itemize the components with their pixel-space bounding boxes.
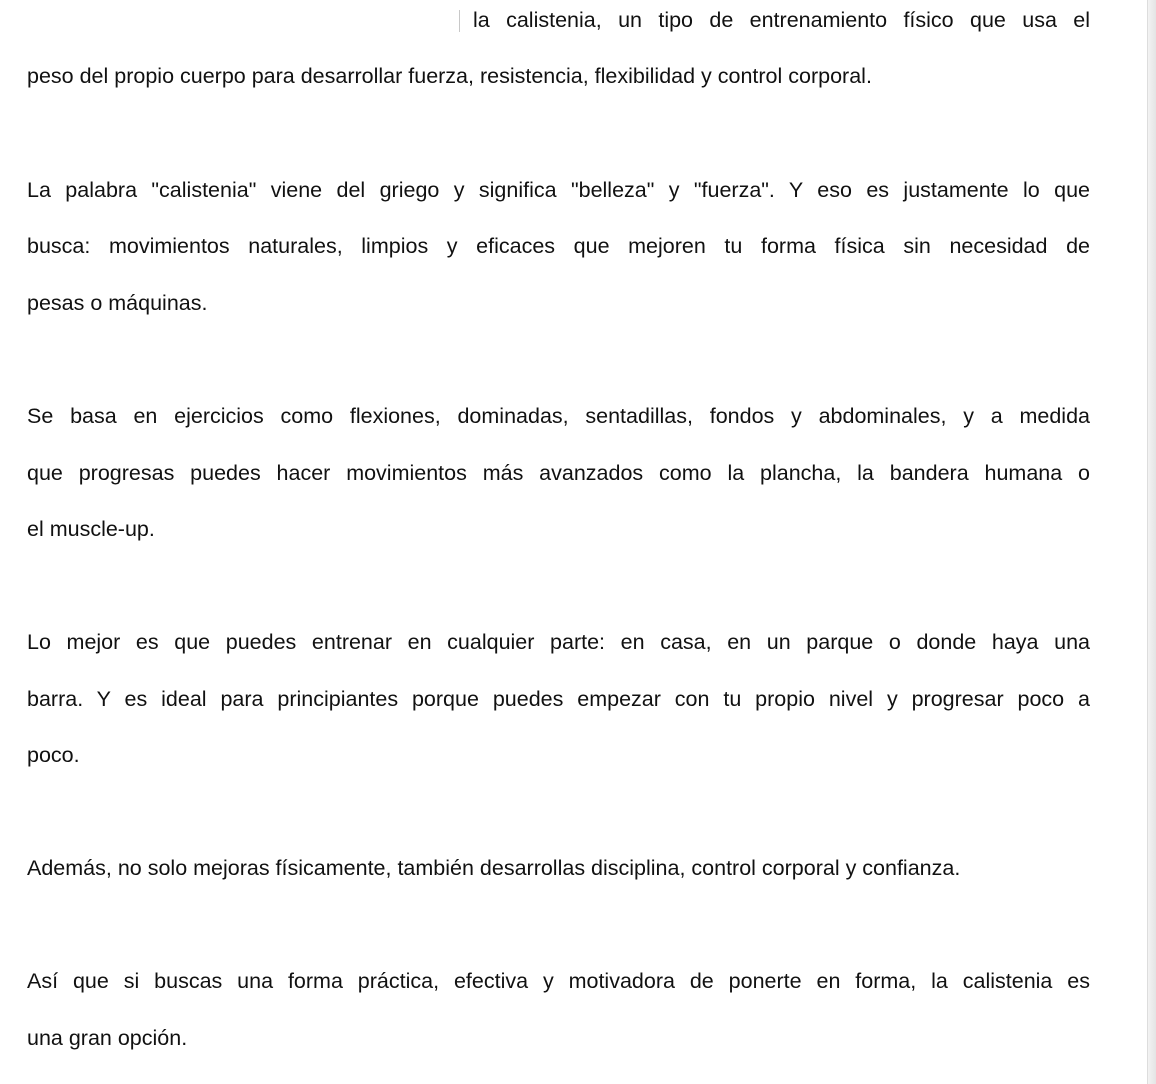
- paragraph-line: Lo mejor es que puedes entrenar en cualquier parte: en casa, en un parque o donde haya una: [27, 630, 1090, 654]
- paragraph-line: la calistenia, un tipo de entrenamiento físico que usa el: [473, 8, 1090, 32]
- paragraph-line: Se basa en ejercicios como flexiones, dominadas, sentadillas, fondos y abdominales, y a medida: [27, 404, 1090, 428]
- paragraph-line: que progresas puedes hacer movimientos más avanzados como la plancha, la bandera humana o: [27, 461, 1090, 485]
- paragraph-line: Además, no solo mejoras físicamente, también desarrollas disciplina, control corporal y confianza.: [27, 856, 961, 880]
- paragraph-line: Así que si buscas una forma práctica, efectiva y motivadora de ponerte en forma, la calistenia es: [27, 969, 1090, 993]
- paragraph-line: poco.: [27, 743, 80, 767]
- paragraph-line: peso del propio cuerpo para desarrollar fuerza, resistencia, flexibilidad y control corporal.: [27, 64, 872, 88]
- text-cursor: [459, 10, 460, 32]
- page-edge-shadow: [1147, 0, 1156, 1084]
- paragraph-line: La palabra "calistenia" viene del griego y significa "belleza" y "fuerza". Y eso es justamente lo que: [27, 178, 1090, 202]
- paragraph-line: barra. Y es ideal para principiantes porque puedes empezar con tu propio nivel y progresar poco a: [27, 687, 1090, 711]
- paragraph-line: el muscle-up.: [27, 517, 155, 541]
- paragraph-line: una gran opción.: [27, 1026, 188, 1050]
- paragraph-line: pesas o máquinas.: [27, 291, 208, 315]
- paragraph-line: busca: movimientos naturales, limpios y eficaces que mejoren tu forma física sin necesidad de: [27, 234, 1090, 258]
